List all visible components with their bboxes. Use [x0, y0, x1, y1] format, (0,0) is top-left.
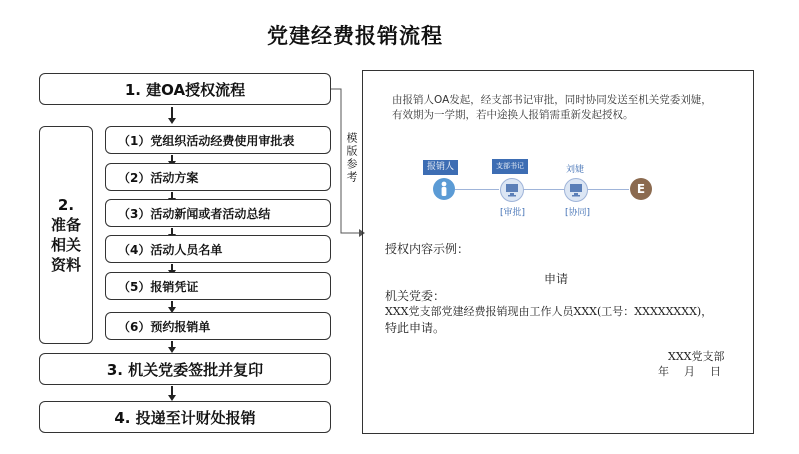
sub-item-box	[105, 312, 331, 340]
flow-line	[455, 189, 499, 190]
arrow	[171, 192, 173, 199]
arrow	[171, 264, 173, 271]
arrow-1	[171, 107, 173, 119]
arrow	[171, 228, 173, 235]
flow-line	[522, 189, 564, 190]
sub-item-box	[105, 272, 331, 300]
computer-icon	[500, 178, 524, 202]
end-icon	[630, 178, 652, 200]
flow-node-sub: [协同]	[565, 208, 591, 218]
sub-item-box	[105, 235, 331, 263]
sub-item-box	[105, 126, 331, 154]
letter-signature: XXX党支部	[668, 350, 725, 363]
arrow	[171, 386, 173, 396]
step3-box	[39, 353, 331, 385]
step2-line: 资料	[50, 256, 81, 274]
flow-line	[587, 189, 629, 190]
step4-label: 4. 投递至计财处报销	[114, 408, 256, 427]
letter-body: 特此申请。	[385, 321, 446, 335]
flow-node-name: 刘婕	[566, 165, 585, 175]
step2-side-box	[39, 126, 93, 344]
panel-intro	[392, 93, 742, 123]
sub-item-label: （2）活动方案	[118, 170, 199, 185]
letter-title: 申请	[544, 272, 569, 286]
step4-box	[39, 401, 331, 433]
page-title: 党建经费报销流程	[267, 24, 443, 48]
sub-item-label: （6）预约报销单	[118, 319, 211, 334]
example-heading: 授权内容示例：	[385, 242, 470, 256]
letter-date: 年 月 日	[658, 365, 723, 378]
flow-node-tag: 支部书记	[492, 159, 528, 174]
person-icon	[433, 178, 455, 200]
step2-line: 相关	[50, 236, 81, 254]
intro-line: 由报销人OA发起，经支部书记审批，同时协同发送至机关党委刘婕，	[392, 94, 712, 106]
computer-icon	[564, 178, 588, 202]
step2-line: 2.	[57, 196, 75, 214]
letter-body: XXX党支部党建经费报销现由工作人员XXX(工号：XXXXXXXX)，	[385, 305, 713, 318]
sub-item-label: （5）报销凭证	[118, 279, 199, 294]
flow-node-tag: 报销人	[423, 160, 458, 175]
sub-item-box	[105, 163, 331, 191]
step1-label: 1. 建OA授权流程	[124, 80, 246, 99]
sub-item-label: （1）党组织活动经费使用审批表	[118, 133, 295, 148]
sub-item-box	[105, 199, 331, 227]
sub-item-label: （4）活动人员名单	[118, 242, 223, 257]
arrow	[171, 155, 173, 162]
letter-recipient: 机关党委：	[385, 289, 446, 303]
step1-box	[39, 73, 331, 105]
end-mark: E	[636, 182, 646, 196]
arrow	[171, 301, 173, 308]
arrow	[171, 341, 173, 348]
flow-node-sub: [审批]	[500, 208, 526, 218]
intro-line: 有效期为一学期，若中途换人报销需重新发起授权。	[392, 109, 634, 121]
step3-label: 3. 机关党委签批并复印	[106, 360, 264, 379]
step2-line: 准备	[50, 216, 81, 234]
reference-label: 模版参考	[345, 132, 358, 184]
sub-item-label: （3）活动新闻或者活动总结	[118, 206, 271, 221]
